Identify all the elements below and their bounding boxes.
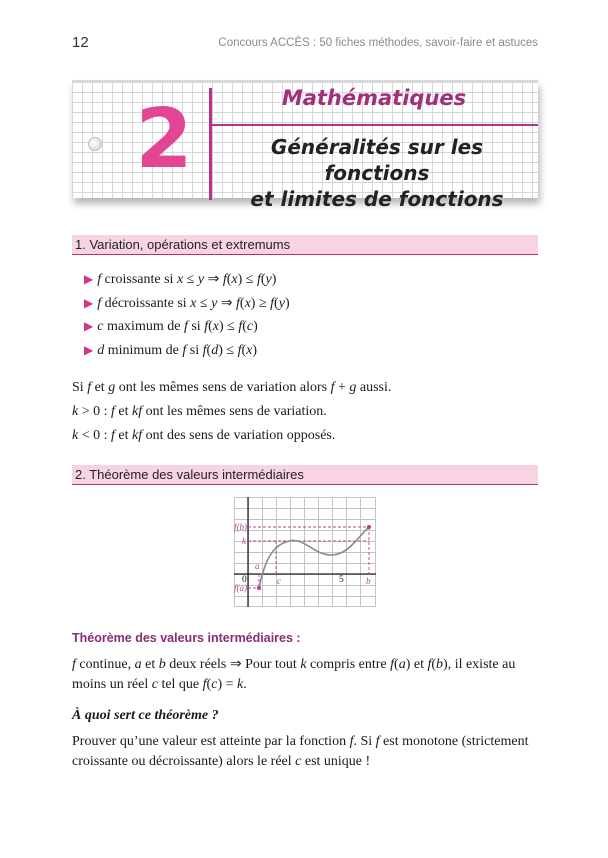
bullet-triangle-icon: ▶ (84, 319, 94, 333)
question-title: À quoi sert ce théorème ? (72, 708, 219, 723)
text-run: si (186, 343, 203, 358)
text-run: maximum de (103, 319, 184, 334)
label-five: 5 (339, 575, 344, 585)
section1-heading: 1. Variation, opérations et extremums (72, 235, 538, 255)
math-symbol: f (183, 319, 188, 334)
math-symbol: f (238, 319, 243, 334)
text-run: ≤ (196, 296, 212, 311)
banner-horizontal-rule (211, 124, 538, 126)
chapter-title-line2: et limites de fonctions (250, 187, 504, 211)
math-symbol: x (190, 296, 197, 311)
label-fb: f(b) (234, 522, 247, 532)
math-symbol: f (222, 272, 227, 287)
math-symbol: c (295, 754, 302, 769)
text-run: ( (226, 272, 232, 287)
bullet-text (97, 319, 258, 334)
text-run: ≤ (183, 272, 198, 287)
running-title: Concours ACCÈS : 50 fiches méthodes, savoir-faire et astuces (218, 37, 538, 49)
math-symbol: f (330, 380, 335, 395)
math-symbol: f (349, 734, 354, 749)
math-symbol: x (246, 343, 253, 358)
math-symbol: d (97, 343, 105, 358)
bullet-text (97, 343, 257, 358)
math-symbol: a (398, 657, 406, 672)
text-run: ( (242, 319, 247, 334)
math-symbol: c (151, 677, 158, 692)
math-symbol: x (231, 272, 238, 287)
math-symbol: f (204, 319, 209, 334)
math-symbol: k (300, 657, 307, 672)
math-symbol: kf (132, 404, 143, 419)
math-symbol: f (270, 296, 275, 311)
text-run: ( (260, 272, 266, 287)
bullet-item (84, 343, 257, 359)
text-run: ) (253, 319, 258, 334)
text-run: ) ≤ (218, 343, 238, 358)
chapter-number: 2 (135, 92, 193, 187)
banner-vertical-rule (209, 88, 212, 200)
section2-heading: 2. Théorème des valeurs intermédiaires (72, 465, 538, 485)
text-run: ) (252, 343, 258, 358)
math-symbol: g (349, 380, 357, 395)
text-run: tel que (157, 677, 203, 692)
text-run: ) ≤ (237, 272, 257, 287)
label-zero: 0 (242, 575, 247, 585)
answer-text (72, 732, 542, 772)
text-run: ) ≤ (218, 319, 239, 334)
text-run: ) et (405, 657, 428, 672)
theorem-title: Théorème des valeurs intermédiaires : (72, 631, 301, 645)
math-symbol: k (72, 404, 79, 419)
text-run: aussi. (356, 380, 392, 395)
text-run: Si (72, 380, 88, 395)
math-symbol: x (176, 272, 184, 287)
math-symbol: f (87, 380, 92, 395)
math-symbol: f (97, 272, 102, 287)
chapter-banner (72, 80, 538, 211)
text-run: et (141, 657, 159, 672)
math-symbol: y (278, 296, 285, 311)
text-run: et (91, 380, 109, 395)
math-symbol: y (265, 272, 272, 287)
text-run: compris entre (306, 657, 391, 672)
text-run: ( (206, 343, 212, 358)
math-symbol: f (111, 428, 115, 443)
bullet-text (97, 272, 276, 287)
text-run: et (114, 404, 133, 419)
text-run: décroissante si (101, 296, 191, 311)
math-symbol: f (182, 343, 187, 358)
math-symbol: f (427, 657, 432, 672)
label-c: c (277, 576, 281, 586)
math-symbol: f (390, 657, 395, 672)
text-run: et (114, 428, 133, 443)
ivt-graph (234, 497, 376, 607)
binder-hole-icon (88, 137, 102, 151)
math-symbol: k (72, 428, 79, 443)
label-fa: f(a) (234, 583, 247, 593)
text-run: ), il existe au moins un réel (72, 657, 516, 692)
math-symbol: y (211, 296, 218, 311)
text-run: ont les mêmes sens de variation. (142, 404, 327, 419)
bullet-text (97, 296, 289, 311)
text-run: est monotone (strictement croissante ou décroissante) alors le réel (72, 734, 529, 769)
math-symbol: b (158, 657, 166, 672)
text-run: ) (271, 272, 277, 287)
math-symbol: f (202, 677, 207, 692)
text-run: ⇒ (217, 296, 237, 311)
math-symbol: c (246, 319, 254, 334)
text-run: ( (239, 296, 245, 311)
math-symbol: c (211, 677, 218, 692)
math-symbol: d (211, 343, 219, 358)
text-run: ( (274, 296, 279, 311)
subject-label: Mathématiques (281, 86, 467, 110)
math-symbol: x (244, 296, 251, 311)
label-a: a (255, 561, 260, 571)
label-b: b (366, 576, 371, 586)
chapter-title (217, 134, 537, 212)
text-run: est unique ! (301, 754, 371, 769)
math-symbol: f (256, 272, 261, 287)
paragraph (72, 380, 391, 396)
text-run: ( (208, 319, 213, 334)
math-symbol: kf (132, 428, 143, 443)
bullet-item (84, 271, 276, 288)
chapter-title-line1: Généralités sur les fonctions (270, 135, 484, 185)
math-symbol: y (197, 272, 205, 287)
text-run: ( (394, 657, 399, 672)
point-b (367, 525, 371, 529)
bullet-item (84, 295, 290, 312)
text-run: minimum de (104, 343, 183, 358)
math-symbol: b (436, 657, 444, 672)
math-symbol: f (97, 296, 102, 311)
bullet-triangle-icon: ▶ (84, 296, 94, 310)
page-number: 12 (72, 34, 89, 51)
function-curve (259, 527, 369, 588)
math-symbol: f (72, 657, 76, 672)
math-symbol: f (236, 296, 240, 311)
text-run: . (243, 677, 247, 692)
text-run: ont des sens de variation opposés. (142, 428, 336, 443)
text-run: croissante si (101, 272, 177, 287)
text-run: ) (284, 296, 290, 311)
text-run: si (187, 319, 205, 334)
math-symbol: f (202, 343, 207, 358)
math-symbol: a (134, 657, 142, 672)
text-run: ( (206, 677, 212, 692)
bullet-triangle-icon: ▶ (84, 272, 94, 286)
math-symbol: f (237, 343, 242, 358)
text-run: < 0 : (78, 428, 112, 443)
math-symbol: f (375, 734, 380, 749)
text-run: . Si (353, 734, 376, 749)
text-run: Prouver qu’une valeur est atteinte par la fonction (72, 734, 350, 749)
theorem-text (72, 655, 538, 695)
text-run: continue, (75, 657, 135, 672)
paragraph (72, 404, 327, 420)
paragraph (72, 428, 335, 444)
text-run: > 0 : (78, 404, 112, 419)
bullet-item (84, 319, 258, 335)
text-run: + (334, 380, 350, 395)
math-symbol: f (111, 404, 115, 419)
math-symbol: k (237, 677, 244, 692)
point-a (257, 586, 261, 590)
text-run: ⇒ (204, 272, 223, 287)
text-run: ont les mêmes sens de variation alors (115, 380, 331, 395)
bullet-triangle-icon: ▶ (84, 343, 94, 357)
math-symbol: x (212, 319, 219, 334)
text-run: ( (431, 657, 437, 672)
text-run: deux réels ⇒ Pour tout (165, 657, 301, 672)
text-run: ( (241, 343, 247, 358)
math-symbol: c (97, 319, 104, 334)
math-symbol: g (108, 380, 116, 395)
text-run: ) ≥ (250, 296, 271, 311)
text-run: ) = (217, 677, 237, 692)
label-k: k (242, 536, 246, 546)
